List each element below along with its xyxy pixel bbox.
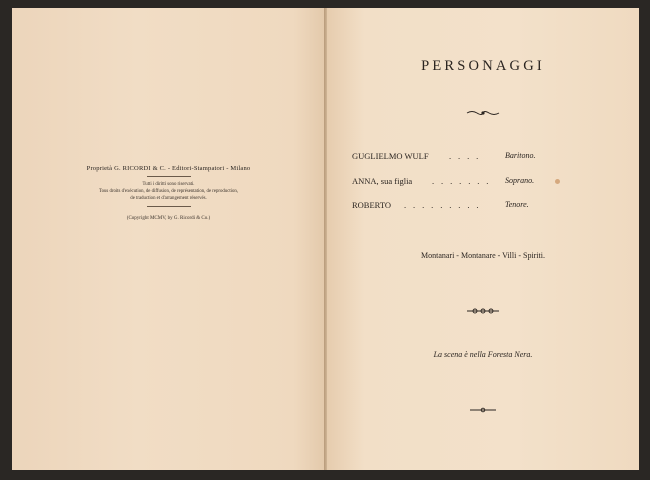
ornament-small-icon: [327, 400, 639, 418]
leader-dots: . . . . . . .: [432, 176, 491, 186]
ornament-knot-icon: [327, 302, 639, 320]
scene-setting: La scena è nella Foresta Nera.: [433, 350, 533, 359]
chorus-list: Montanari - Montanare - Villi - Spiriti.: [420, 251, 545, 260]
rights-french-line-1: Tous droits d'exécution, de diffusion, de représentation, de reproduction,: [99, 189, 238, 194]
character-name: ROBERTO: [352, 200, 392, 210]
page-title: PERSONAGGI: [421, 58, 545, 74]
voice-type: Baritono.: [505, 151, 536, 160]
copyright-notice: (Copyright MCMV, by G. Ricordi & Co.): [126, 216, 211, 221]
rights-italian: Tutti i diritti sono riservati.: [142, 182, 195, 187]
imprint-block: [12, 165, 325, 221]
paper-stain: [555, 179, 560, 184]
publisher-line: Proprietà G. RICORDI & C. - Editori-Stampatori - Milano: [86, 165, 251, 172]
divider-rule: [147, 206, 191, 207]
right-page: [327, 8, 639, 470]
character-name: ANNA, sua figlia: [352, 176, 413, 186]
cast-row: [352, 151, 547, 163]
voice-type: Soprano.: [505, 176, 535, 185]
voice-type: Tenore.: [505, 200, 529, 209]
divider-rule: [147, 176, 191, 177]
left-page: [12, 8, 325, 470]
leader-dots: . . . . . . . . .: [404, 200, 481, 210]
ornament-flourish-icon: [327, 104, 639, 122]
leader-dots: . . . .: [449, 151, 481, 161]
character-name: GUGLIELMO WULF: [352, 151, 429, 161]
rights-french-line-2: de traduction et d'arrangement réservés.: [130, 196, 207, 201]
cast-row: [352, 200, 547, 212]
cast-row: [352, 176, 547, 188]
